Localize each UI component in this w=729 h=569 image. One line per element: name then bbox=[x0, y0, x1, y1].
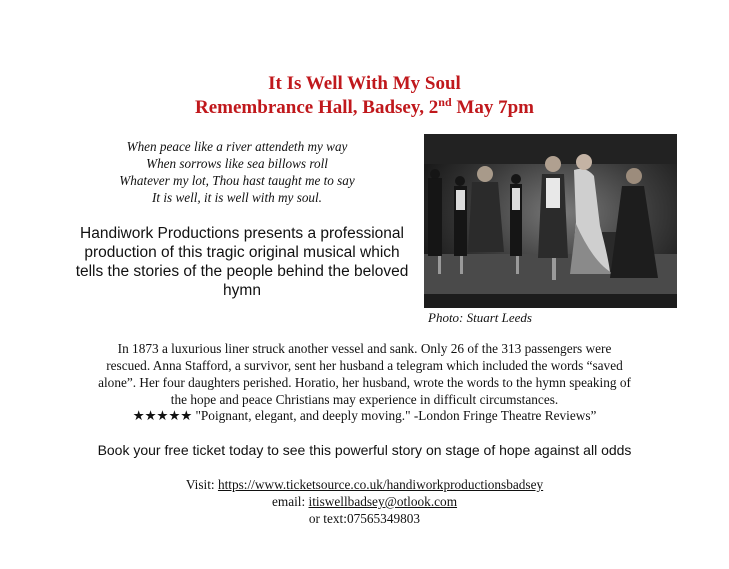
verse-line: When sorrows like sea billows roll bbox=[146, 156, 328, 171]
ticket-link[interactable]: https://www.ticketsource.co.uk/handiworkproductionsbadsey bbox=[217, 477, 544, 492]
blurb-line: production of this tragic original musical which bbox=[84, 244, 400, 261]
photo-caption: Photo: Stuart Leeds bbox=[428, 310, 532, 325]
email-line bbox=[0, 493, 729, 510]
date-ordinal: nd bbox=[438, 95, 452, 109]
poster-title: It Is Well With My Soul bbox=[268, 73, 461, 94]
verse-line: Whatever my lot, Thou hast taught me to say bbox=[119, 173, 355, 188]
production-blurb bbox=[74, 224, 410, 300]
review-quote: ★★★★★ "Poignant, elegant, and deeply moving." -London Fringe Theatre Reviews” bbox=[132, 408, 597, 423]
email-link[interactable]: itiswellbadsey@otlook.com bbox=[308, 494, 458, 509]
venue-prefix: Remembrance Hall, Badsey, 2 bbox=[195, 97, 439, 118]
story-line: In 1873 a luxurious liner struck another vessel and sank. Only 26 of the 313 passengers were bbox=[117, 341, 612, 356]
blurb-line: tells the stories of the people behind the beloved bbox=[75, 263, 409, 280]
visit-line bbox=[0, 476, 729, 493]
story-line: the hope and peace Christians may experience in difficult circumstances. bbox=[170, 392, 559, 407]
call-to-action: Book your free ticket today to see this powerful story on stage of hope against all odds bbox=[97, 442, 632, 458]
verse-line: When peace like a river attendeth my way bbox=[126, 139, 348, 154]
blurb-line: hymn bbox=[223, 282, 261, 299]
venue-suffix: May 7pm bbox=[451, 97, 534, 118]
contact-block bbox=[0, 476, 729, 527]
hymn-verse bbox=[96, 138, 378, 206]
story-line: rescued. Anna Stafford, a survivor, sent her husband a telegram which included the words “saved bbox=[106, 358, 623, 373]
text-line: or text:07565349803 bbox=[308, 511, 421, 526]
story-paragraph bbox=[54, 340, 675, 408]
venue-date bbox=[0, 96, 729, 120]
stage-photo bbox=[424, 134, 677, 308]
story-line: alone”. Her four daughters perished. Horatio, her husband, wrote the words to the hymn speaking of bbox=[98, 375, 631, 390]
blurb-line: Handiwork Productions presents a professional bbox=[80, 225, 404, 242]
verse-line: It is well, it is well with my soul. bbox=[152, 190, 322, 205]
email-label: email: bbox=[271, 494, 309, 509]
visit-label: Visit: bbox=[185, 477, 218, 492]
